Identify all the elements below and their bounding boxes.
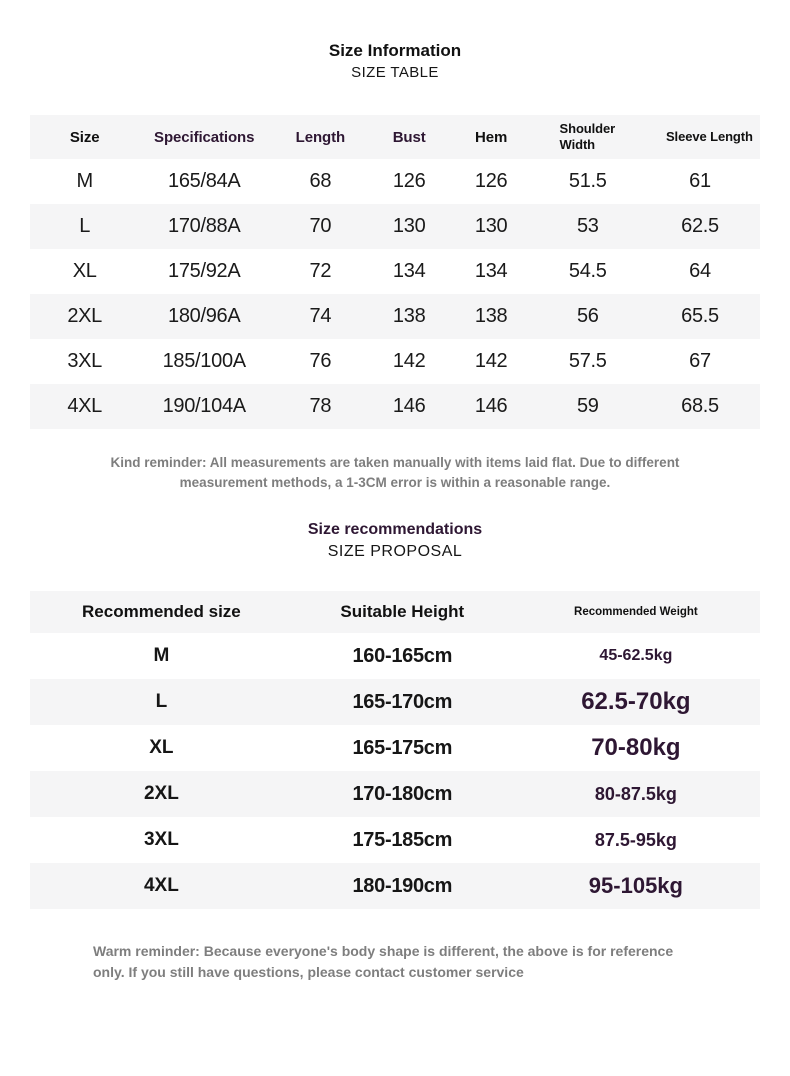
column-header: Recommended Weight	[574, 606, 698, 619]
table-cell: 4XL	[143, 875, 179, 897]
table-cell: 62.5-70kg	[581, 688, 691, 716]
column-header: Bust	[392, 128, 426, 146]
table-cell: 126	[474, 170, 508, 193]
table-row	[30, 159, 760, 204]
table-cell: 67	[689, 350, 711, 373]
table-cell: M	[153, 645, 170, 667]
table-row	[30, 679, 760, 725]
table-cell: 180/96A	[168, 305, 241, 328]
table-row	[30, 249, 760, 294]
size-recommendations-title: Size recommendations	[307, 521, 483, 539]
column-header: Size	[69, 128, 100, 146]
table-cell: 70	[309, 215, 332, 238]
page-subtitle: SIZE TABLE	[351, 64, 439, 82]
table-cell: 2XL	[67, 305, 102, 328]
table-cell: 165-170cm	[352, 690, 453, 713]
table-cell: 138	[392, 305, 426, 328]
warm-reminder-note: Warm reminder: Because everyone's body shape is different, the above is for reference only. If you still have questions, please contact customer service	[93, 943, 674, 980]
table-cell: 68	[309, 170, 332, 193]
table-cell: 146	[392, 395, 426, 418]
table-cell: 45-62.5kg	[599, 647, 673, 665]
column-header: Suitable Height	[340, 602, 465, 622]
page-title: Size Information	[328, 41, 462, 60]
table-cell: 170-180cm	[352, 782, 453, 805]
table-cell: 80-87.5kg	[594, 783, 677, 804]
table-cell: 51.5	[568, 170, 607, 193]
table-cell: L	[155, 691, 168, 713]
table-cell: 68.5	[681, 395, 719, 418]
table-row	[30, 817, 760, 863]
table-cell: 138	[474, 305, 508, 328]
table-cell: 87.5-95kg	[594, 829, 677, 850]
table-cell: 180-190cm	[352, 874, 453, 897]
table-cell: 64	[689, 260, 711, 283]
table-row	[30, 863, 760, 909]
table-row	[30, 725, 760, 771]
table-cell: 78	[309, 395, 332, 418]
table-row	[30, 294, 760, 339]
header-row	[30, 115, 760, 159]
table-cell: 4XL	[67, 395, 102, 418]
table-cell: 175-185cm	[352, 828, 453, 851]
table-cell: 175/92A	[168, 260, 241, 283]
table-cell: 59	[576, 395, 599, 418]
table-cell: 2XL	[143, 783, 179, 805]
table-cell: 165/84A	[168, 170, 241, 193]
column-header: Hem	[475, 128, 508, 146]
table-row	[30, 384, 760, 429]
table-cell: 142	[474, 350, 508, 373]
table-cell: 170/88A	[168, 215, 241, 238]
table-cell: 185/100A	[162, 350, 246, 373]
table-cell: L	[79, 215, 91, 238]
table-cell: 134	[392, 260, 426, 283]
table-cell: 54.5	[568, 260, 607, 283]
table-row	[30, 771, 760, 817]
table-cell: 56	[576, 305, 599, 328]
column-header: Recommended size	[82, 602, 241, 622]
column-header: Shoulder Width	[559, 121, 616, 153]
table-cell: XL	[149, 737, 174, 759]
table-cell: 57.5	[568, 350, 607, 373]
table-cell: 74	[309, 305, 332, 328]
table-cell: 76	[309, 350, 332, 373]
table-cell: 160-165cm	[352, 644, 453, 667]
header-row	[30, 591, 760, 633]
table-cell: 3XL	[67, 350, 102, 373]
table-cell: 134	[474, 260, 508, 283]
table-cell: 130	[474, 215, 508, 238]
column-header: Specifications	[154, 128, 255, 146]
table-cell: 62.5	[681, 215, 719, 238]
table-cell: 65.5	[681, 305, 719, 328]
table-cell: 165-175cm	[352, 736, 453, 759]
table-cell: 190/104A	[162, 395, 246, 418]
size-proposal-subtitle: SIZE PROPOSAL	[327, 543, 463, 561]
column-header: Length	[295, 128, 346, 146]
table-cell: 53	[576, 215, 599, 238]
table-cell: 126	[392, 170, 426, 193]
table-cell: M	[76, 170, 93, 193]
table-cell: XL	[72, 260, 97, 283]
size-info-page	[0, 40, 790, 983]
table-cell: 130	[392, 215, 426, 238]
table-cell: 95-105kg	[588, 873, 683, 899]
table-row	[30, 204, 760, 249]
table-cell: 72	[309, 260, 332, 283]
kind-reminder-note: Kind reminder: All measurements are taken manually with items laid flat. Due to different measurement methods, a 1-3CM error is within a reasonable range.	[110, 455, 680, 491]
table-cell: 61	[689, 170, 711, 193]
size-proposal-table	[30, 591, 760, 909]
column-header: Sleeve Length	[665, 129, 753, 145]
table-cell: 142	[392, 350, 426, 373]
table-row	[30, 633, 760, 679]
table-row	[30, 339, 760, 384]
size-table	[30, 115, 760, 429]
table-cell: 146	[474, 395, 508, 418]
table-cell: 70-80kg	[591, 734, 681, 762]
table-cell: 3XL	[143, 829, 179, 851]
